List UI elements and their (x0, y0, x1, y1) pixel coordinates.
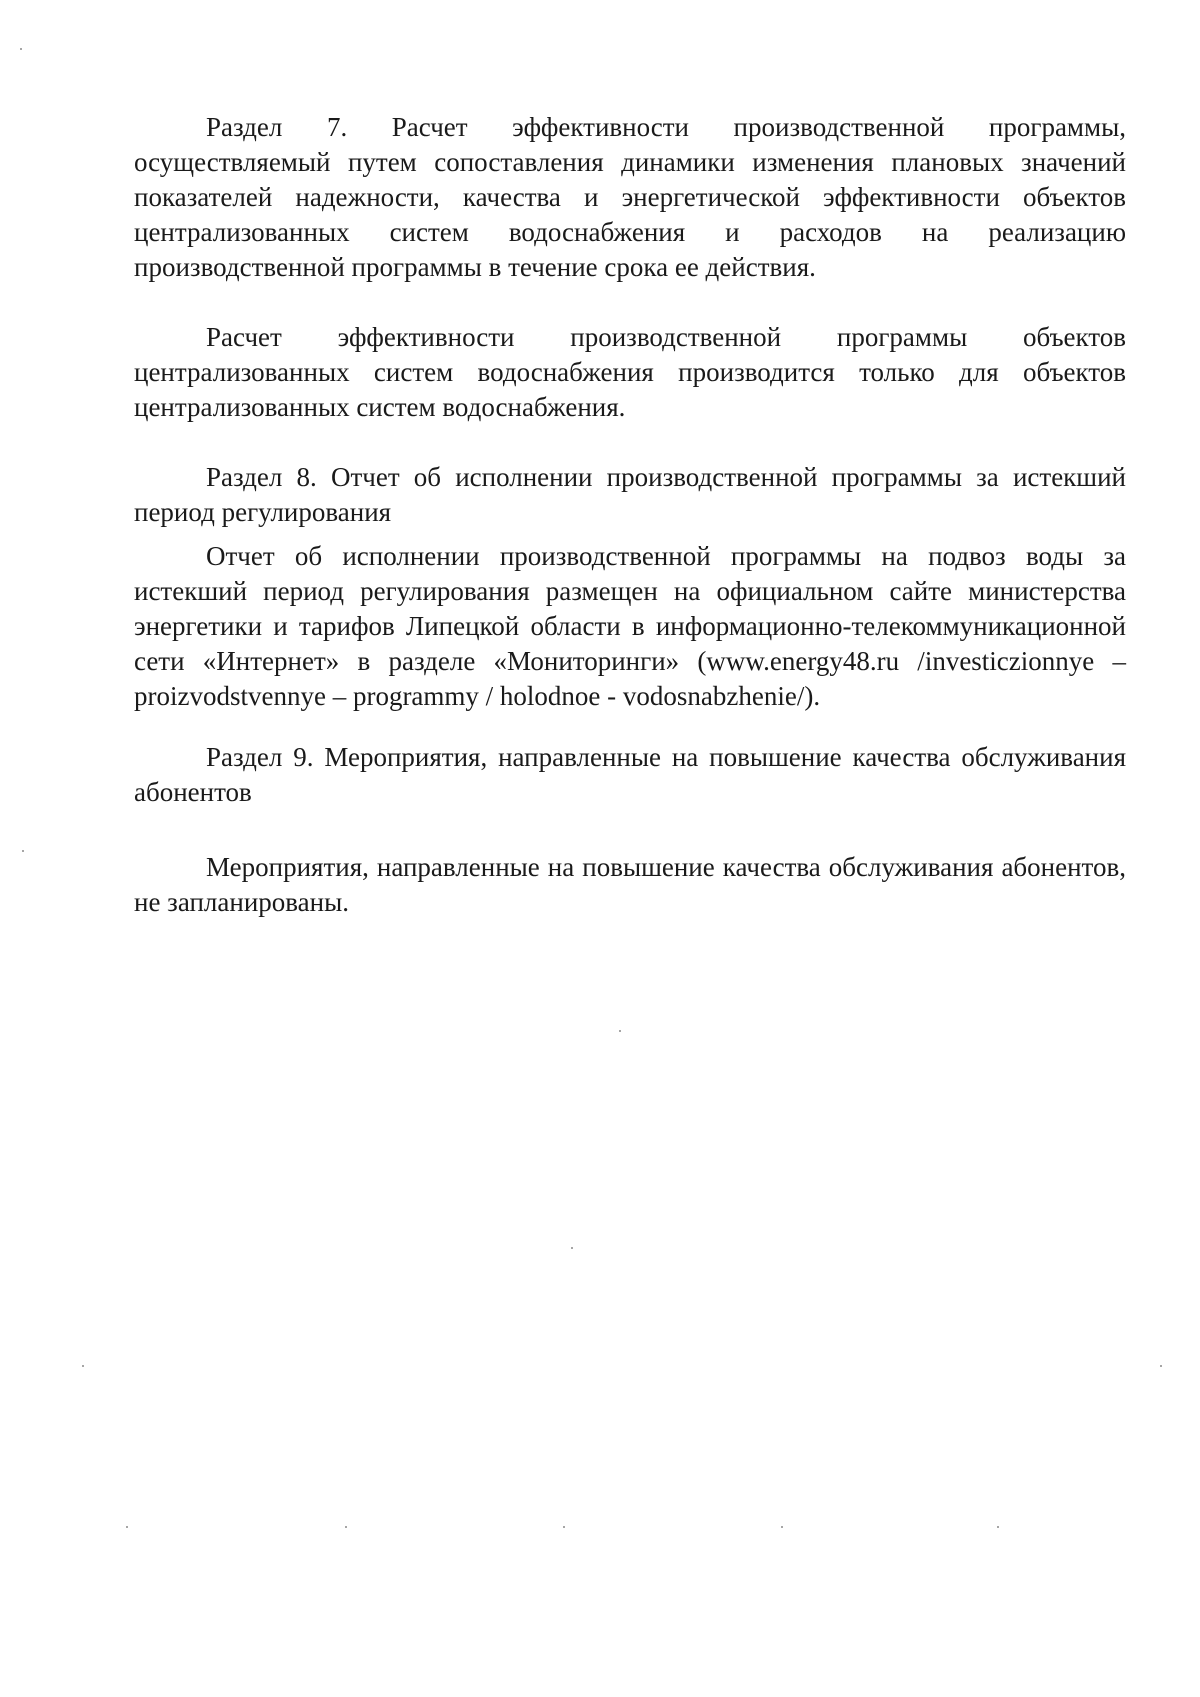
section-8-text: Отчет об исполнении производственной программы на подвоз воды за истекший период регулирования размещен на официальном сайте министерства энергетики и тарифов Липецкой области в информационно-телекоммуникационной сети «Интернет» в разделе «Мониторинги» (www.energy48.ru /investiczionnye – proizvodstvennye – programmy / holodnoe - vodosnabzhenie/). (134, 541, 1126, 711)
section-9-text: Мероприятия, направленные на повышение качества обслуживания абонентов, не запланированы. (134, 852, 1126, 917)
scan-speck (781, 1526, 783, 1528)
scan-speck (619, 1030, 621, 1032)
section-8-heading: Раздел 8. Отчет об исполнении производственной программы за истекший период регулирования (134, 462, 1126, 527)
document-body (134, 110, 1126, 920)
scan-speck (571, 1247, 573, 1249)
section-9-heading: Раздел 9. Мероприятия, направленные на повышение качества обслуживания абонентов (134, 742, 1126, 807)
scan-speck (563, 1526, 565, 1528)
scan-speck (997, 1526, 999, 1528)
scan-speck (20, 48, 22, 50)
scan-speck (22, 850, 24, 852)
section-7-heading: Раздел 7. Расчет эффективности производственной программы, осуществляемый путем сопоставления динамики изменения плановых значений показателей надежности, качества и энергетической эффективности объектов централизованных систем водоснабжения и расходов на реализацию производственной программы в течение срока ее действия. (134, 112, 1126, 282)
scan-speck (345, 1526, 347, 1528)
scan-speck (1160, 1365, 1162, 1367)
scan-speck (82, 1365, 84, 1367)
scan-speck (126, 1526, 128, 1528)
section-7-text: Расчет эффективности производственной программы объектов централизованных систем водоснабжения производится только для объектов централизованных систем водоснабжения. (134, 322, 1126, 422)
